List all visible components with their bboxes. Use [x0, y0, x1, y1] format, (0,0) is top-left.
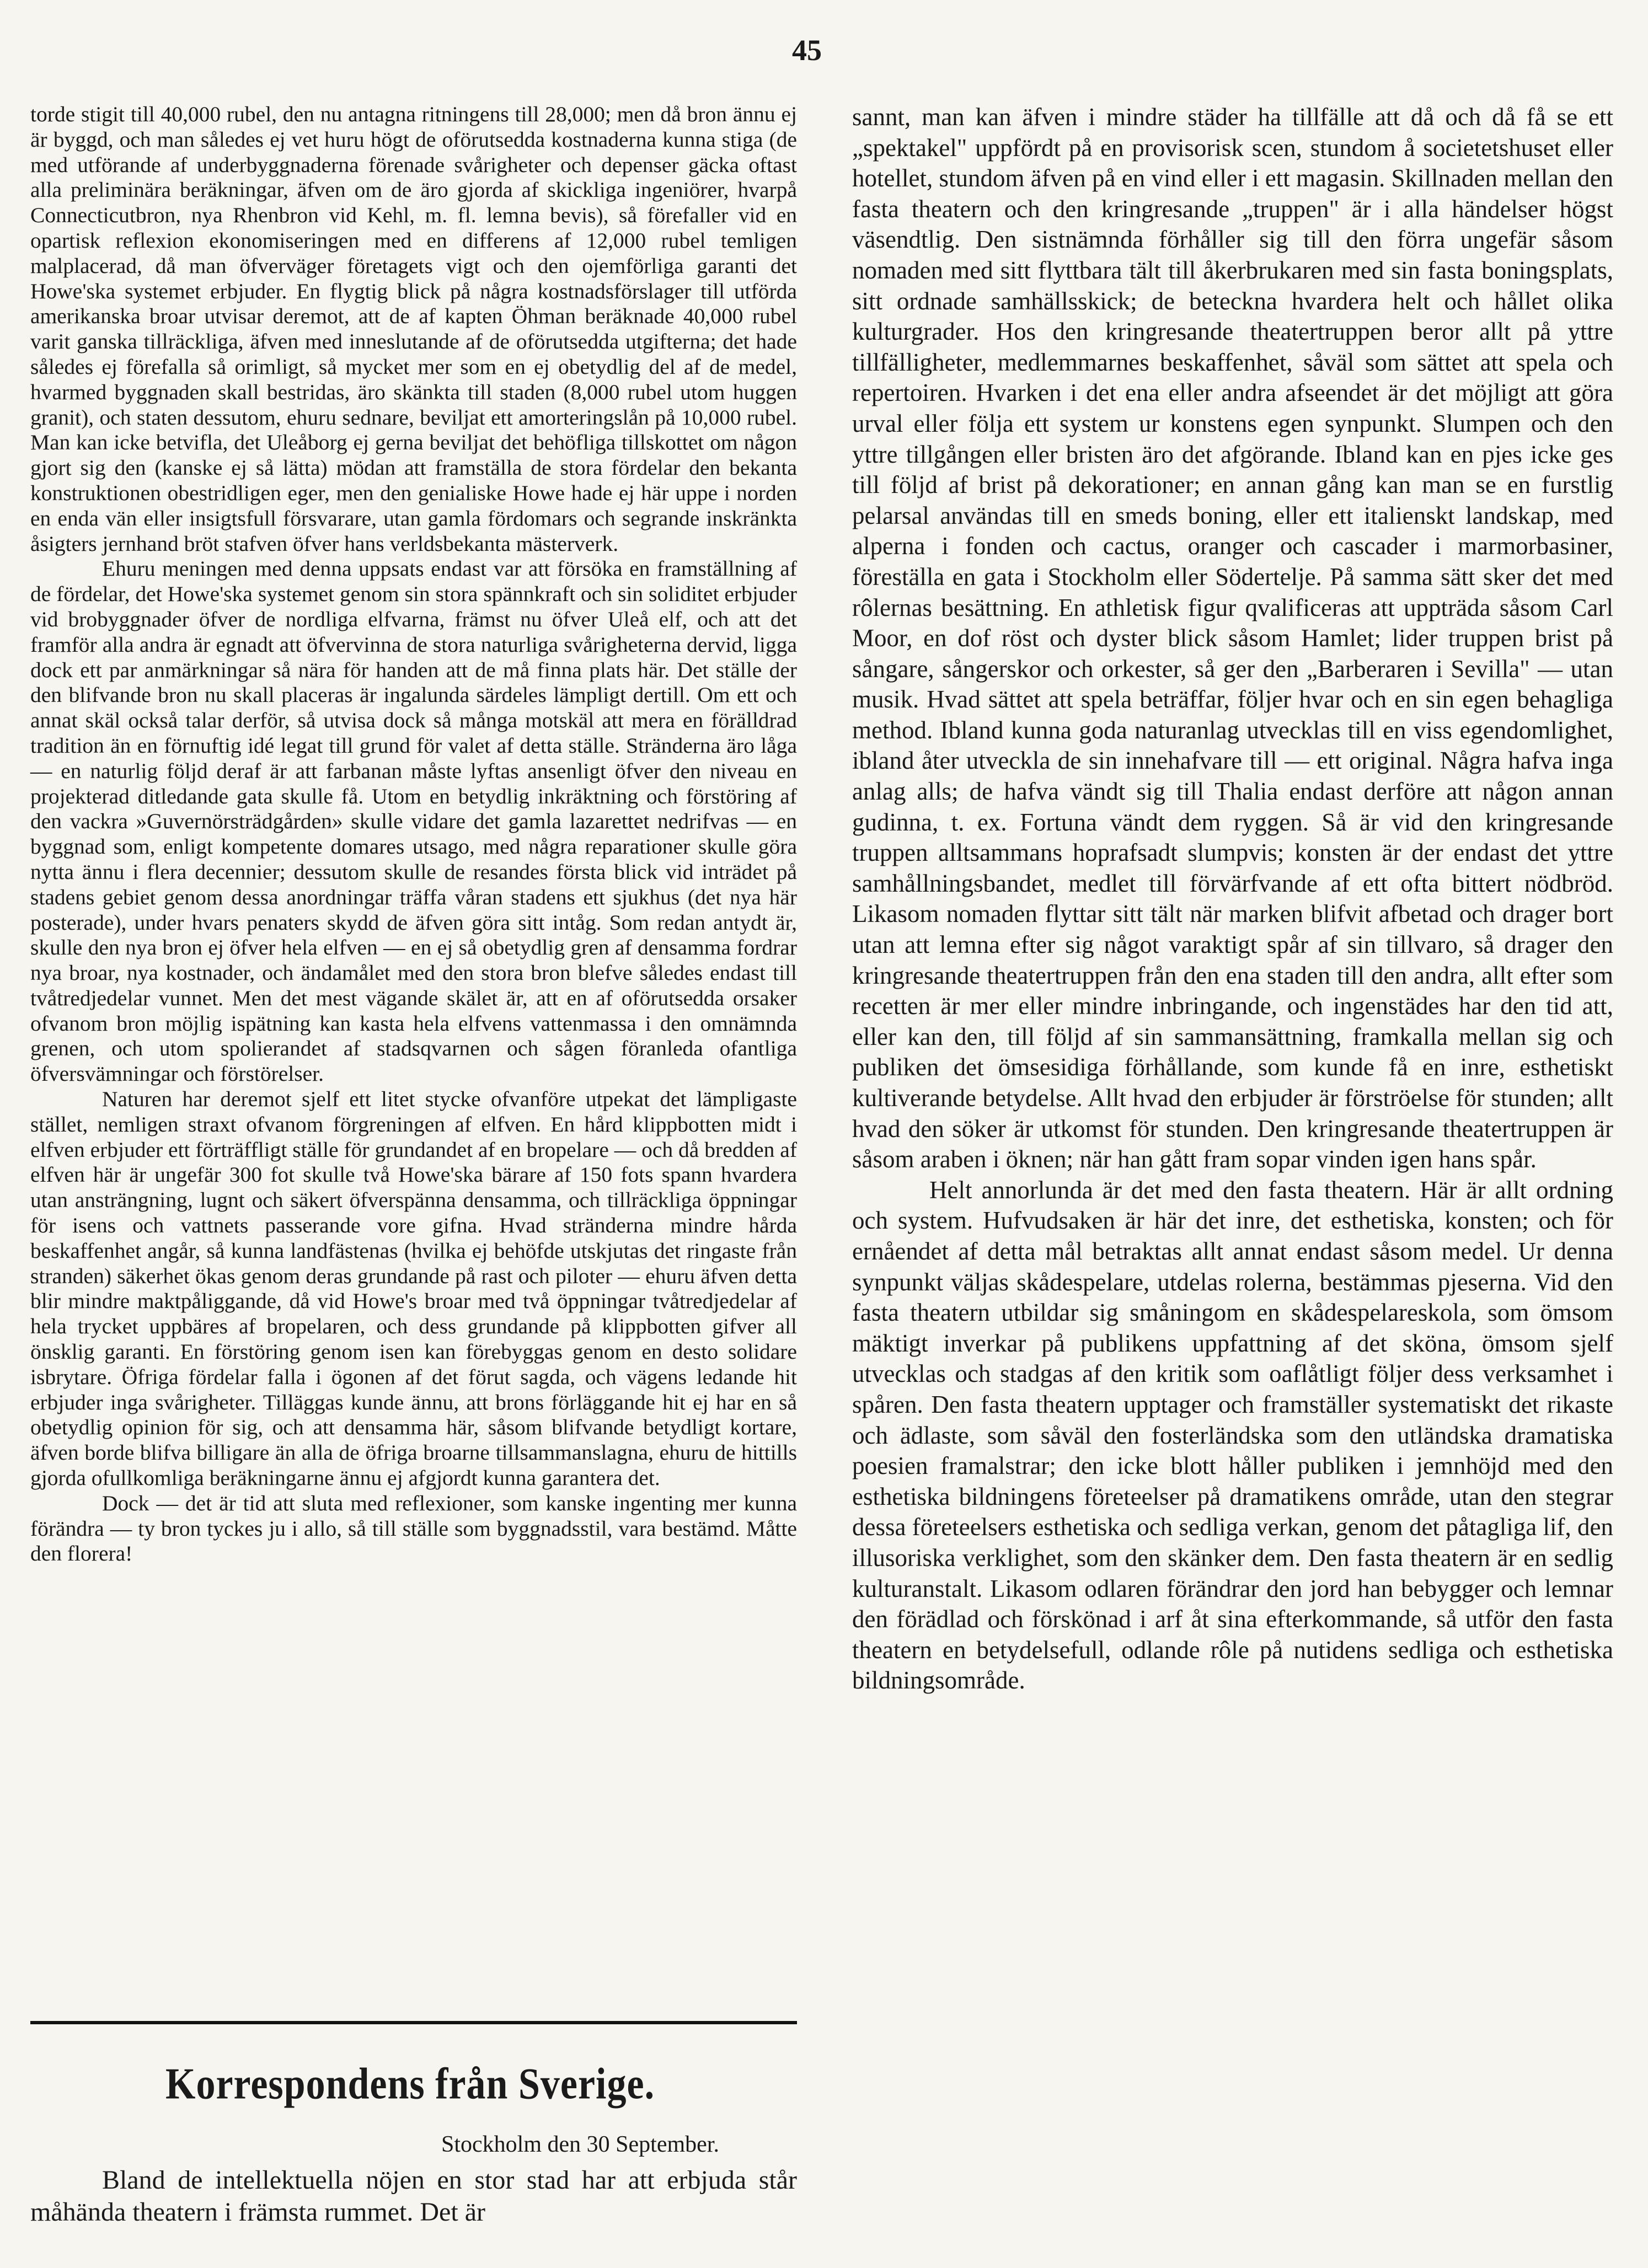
- opening-paragraph: Bland de intellektuella nöjen en stor stad har att erbjuda står måhända theatern i främsta rummet. Det är: [30, 2165, 797, 2227]
- section-divider: [30, 2021, 797, 2024]
- right-column: [852, 102, 1613, 1696]
- dateline: Stockholm den 30 September.: [441, 2132, 719, 2157]
- left-column: [30, 102, 797, 1567]
- page-number: 45: [792, 34, 822, 67]
- left-paragraph: torde stigit till 40,000 rubel, den nu antagna ritningens till 28,000; men då bron ännu ej är byggd, och man således ej vet huru högt de oförutsedda kostnaderna kunna stiga (de med utförande af underbyggnaderna förenade svårigheter och depenser gäcka oftast alla preliminära beräkningar, äfven om de äro gjorda af skickliga ingeniörer, hvarpå Connecticutbron, nya Rhenbron vid Kehl, m. fl. lemna bevis), så förefaller vid en opartisk reflexion ekonomiseringen med en differens af 12,000 rubel temligen malplacerad, då man öfverväger företagets vigt och den ojemförliga garanti det Howe'ska systemet erbjuder. En flygtig blick på några kostnadsförslager till utförda amerikanska broar utvisar deremot, att de af kapten Öhman beräknade 40,000 rubel varit ganska tillräckliga, äfven med inneslutande af de oförutsedda utgifterna; det hade således ej förefalla så orimligt, så mycket mer som en ej obetydlig del af de medel, hvarmed byggnaden skall bestridas, äro skänkta till staden (8,000 rubel utom huggen granit), och staten dessutom, ehuru sednare, beviljat ett amorteringslån på 10,000 rubel. Man kan icke betvifla, det Uleåborg ej gerna beviljat det behöfliga tillskottet om någon gjort sig den (kanske ej så lätta) mödan att framställa de stora fördelar den bekanta konstruktionen obestridligen eger, men den genialiske Howe hade ej här uppe i norden en enda vän eller insigtsfull försvarare, utan gamla fördomars och segrande inskränkta åsigters jernhand bröt stafven öfver hans verldsbekanta mästerverk.: [30, 102, 797, 556]
- left-paragraph: Ehuru meningen med denna uppsats endast var att försöka en framställning af de fördelar, det Howe'ska systemet genom sin stora spännkraft och sin soliditet erbjuder vid brobyggnader öfver de nordliga elfvarna, främst nu öfver Uleå elf, och att det framför alla andra är egnadt att öfvervinna de stora naturliga svårigheterna dervid, ligga dock ett par anmärkningar så nära för handen att de må finna plats här. Det ställe der den blifvande bron nu skall placeras är ingalunda särdeles lämpligt dertill. Om ett och annat skäl också talar derför, så utvisa dock så många motskäl att mera en förälldrad tradition än en förnuftig idé legat till grund för valet af detta ställe. Stränderna äro låga — en naturlig följd deraf är att farbanan måste lyftas ansenligt öfver den niveau en projekterad ditledande gata skulle få. Utom en betydlig inkräktning och förstöring af den vackra »Guvernörsträdgården» skulle vidare det gamla lazarettet nedrifvas — en byggnad som, enligt kompetente domares utsago, med några reparationer skulle göra nytta ännu i flera decennier; dessutom skulle de resandes första blick vid inträdet på stadens gebiet genom dessa anordningar träffa våran stadens ett sjukhus (det nya här posterade), under hvars penaters skydd de äfven göra sitt intåg. Som redan antydt är, skulle den nya bron ej öfver hela elfven — en ej så obetydlig gren af densamma fordrar nya broar, nya kostnader, och ändamålet med den stora bron blefve således endast till tvåtredjedelar vunnet. Men det mest vägande skälet är, att en af oförutsedda orsaker ofvanom bron möjlig ispätning kan kasta hela elfvens vattenmassa i den omnämnda grenen, och utom spolierandet af stadsqvarnen och sågen föranleda ofantliga öfversvämningar och förstörelser.: [30, 556, 797, 1086]
- left-paragraph: Naturen har deremot sjelf ett litet stycke ofvanföre utpekat det lämpligaste stället, nemligen straxt ofvanom förgreningen af elfven. En hård klippbotten midt i elfven erbjuder ett förträffligt ställe för grundandet af en bropelare — och då bredden af elfven här är ungefär 300 fot skulle två Howe'ska bärare af 150 fots spann hvardera utan ansträngning, lugnt och säkert öfverspänna densamma, och tillräckliga öppningar för isens och vattnets passerande vore gifna. Hvad stränderna mindre hårda beskaffenhet angår, så kunna landfästenas (hvilka ej behöfde utskjutas det ringaste från stranden) säkerhet ökas genom deras grundande på rast och piloter — ehuru äfven detta blir mindre maktpåliggande, då vid Howe's broar med två öppningar tvåtredjedelar af hela trycket uppbäres af bropelaren, och dess grundande på klippbotten gifver all önsklig garanti. En förstöring genom isen kan förebyggas genom en desto solidare isbrytare. Öfriga fördelar falla i ögonen af det förut sagda, och vägens ledande hit erbjuder inga svårigheter. Tilläggas kunde ännu, att brons förläggande hit ej har en så obetydlig opinion för sig, och att densamma här, såsom blifvande betydligt kortare, äfven borde blifva billigare än alla de öfriga broarne tillsammanslagna, ehuru de hittills gjorda ofullkomliga beräkningarne ännu ej afgjordt kunna garantera det.: [30, 1087, 797, 1490]
- section-title: Korrespondens från Sverige.: [165, 2060, 655, 2109]
- right-paragraph: sannt, man kan äfven i mindre städer ha tillfälle att då och då få se ett „spektakel" uppfördt på en provisorisk scen, stundom å societetshuset eller hotellet, stundom äfven på en vind eller i ett magasin. Skillnaden mellan den fasta theatern och den kringresande „truppen" är i alla händelser högst väsendtlig. Den sistnämnda förhåller sig till den förra ungefär såsom nomaden med sitt flyttbara tält till åkerbrukaren med sin fasta boningsplats, sitt ordnade samhällsskick; de beteckna hvardera helt och hållet olika kulturgrader. Hos den kringresande theatertruppen beror allt på yttre tillfälligheter, medlemmarnes beskaffenhet, såväl som sättet att spela och repertoiren. Hvarken i det ena eller andra afseendet är det möjligt att göra urval eller följa ett system ur konstens egen synpunkt. Slumpen och den yttre tillgången eller bristen äro det afgörande. Ibland kan en pjes icke ges till följd af brist på dekorationer; en annan gång kan man se en furstlig pelarsal användas till en smeds boning, eller ett italienskt landskap, med alperna i fonden och cactus, oranger och cascader i marmorbasiner, föreställa en gata i Stockholm eller Södertelje. På samma sätt sker det med rôlernas besättning. En athletisk figur qvalificeras att uppträda såsom Carl Moor, en dof röst och dyster blick såsom Hamlet; lider truppen brist på sångare, sångerskor och orkester, så ger den „Barberaren i Sevilla" — utan musik. Hvad sättet att spela beträffar, följer hvar och en sin egen behagliga method. Ibland kunna goda naturanlag utvecklas till en viss egendomlighet, ibland åter utveckla de sin innehafvare till — ett original. Några hafva inga anlag alls; de hafva vändt sig till Thalia endast derföre att någon annan gudinna, t. ex. Fortuna vändt dem ryggen. Så är vid den kringresande truppen alltsammans hoprafsadt slumpvis; konsten är der endast det yttre samhållningsbandet, medlet till förvärfvande af ett ofta bittert nödbröd. Likasom nomaden flyttar sitt tält när marken blifvit afbetad och drager bort utan att lemna efter sig något varaktigt spår af sin tillvaro, så drager den kringresande theatertruppen från den ena staden till den andra, allt efter som recetten är mer eller mindre inbringande, och ingenstädes har den tid att, eller kan den, till följd af sin sammansättning, framkalla mellan sig och publiken det ömsesidiga förhållande, som kunde få en inre, esthetiskt kultiverande betydelse. Allt hvad den erbjuder är förströelse för stunden; allt hvad den söker är utkomst för stunden. Den kringresande theatertruppen är såsom araben i öknen; när han gått fram sopar vinden igen hans spår.: [852, 103, 1613, 1173]
- left-paragraph: Dock — det är tid att sluta med reflexioner, som kanske ingenting mer kunna förändra — ty bron tyckes ju i allo, så till ställe som byggnadsstil, vara bestämd. Måtte den florera!: [30, 1490, 797, 1566]
- right-paragraph: Helt annorlunda är det med den fasta theatern. Här är allt ordning och system. Hufvudsaken är här det inre, det esthetiska, konsten; och för ernåendet af detta mål betraktas allt annat endast såsom medel. Ur denna synpunkt väljas skådespelare, utdelas rolerna, bestämmas pjeserna. Vid den fasta theatern utbildar sig småningom en skådespelareskola, som ömsom mäktigt inverkar på publikens uppfattning af det sköna, ömsom sjelf utvecklas och stadgas af den kritik som oaflåtligt följer dess verksamhet i spåren. Den fasta theatern upptager och framställer systematiskt det rikaste och ädlaste, som såväl den fosterländska som den utländska dramatiska poesien framalstrar; den icke blott håller publiken i jemnhöjd med den esthetiska bildningens företeelser på dramatikens område, utan den stegrar dessa företeelsers esthetiska och sedliga verkan, genom det påtagliga lif, den illusoriska verklighet, som den skänker dem. Den fasta theatern är en sedlig kulturanstalt. Likasom odlaren förändrar den jord han bebygger och lemnar den förädlad och förskönad i arf åt sina efterkommande, så utför den fasta theatern en betydelsefull, odlande rôle på nutidens sedliga och esthetiska bildningsområde.: [852, 1176, 1613, 1695]
- correspondence-opening: [30, 2164, 797, 2228]
